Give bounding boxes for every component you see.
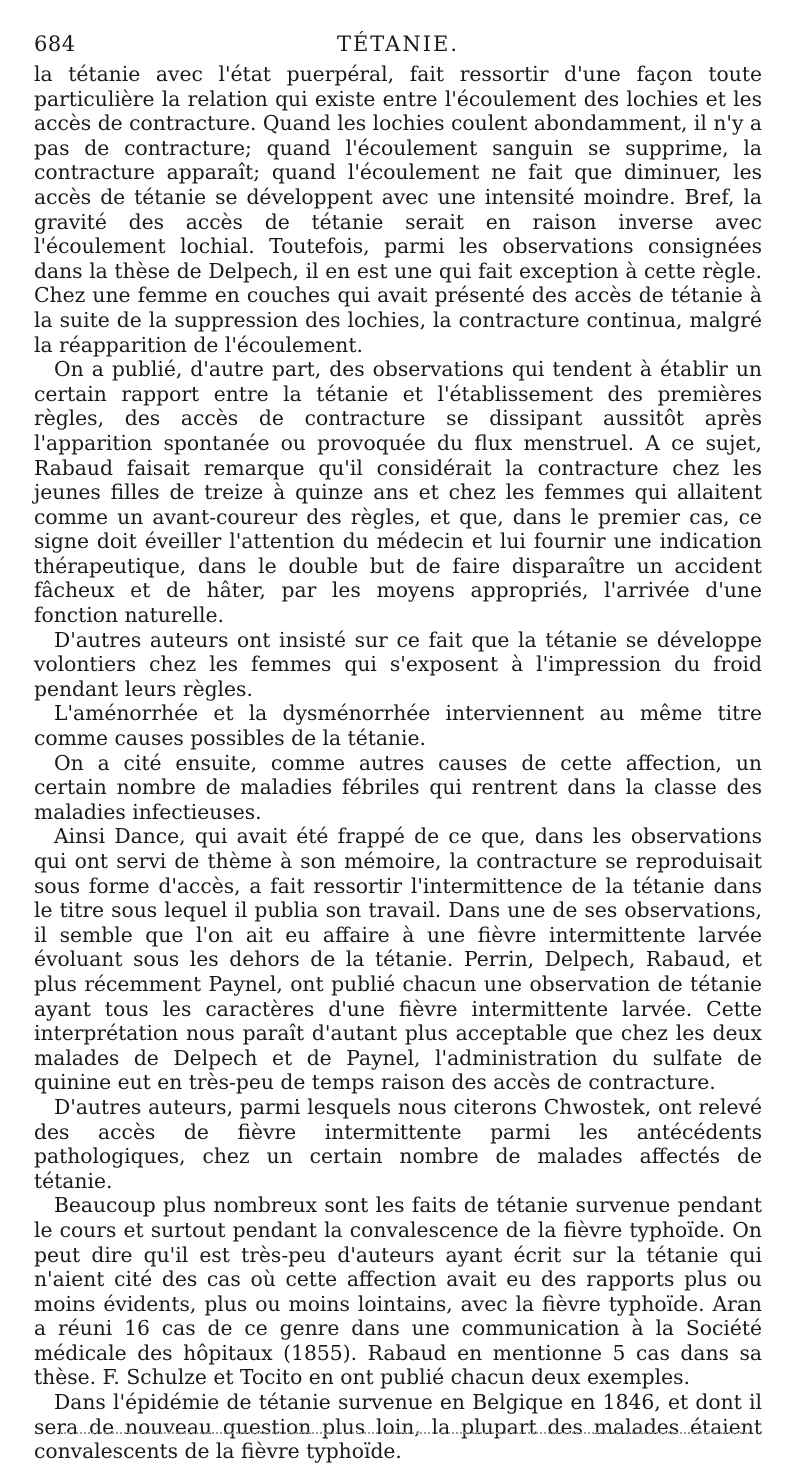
page-number: 684 xyxy=(34,32,76,56)
paragraph: Beaucoup plus nombreux sont les faits de tétanie survenue pendant le cours et surtout pendant la convalescence de la fièvre typhoïde. On peut dire qu'il est très-peu d'auteurs ayant écrit sur la tétanie qui n'aient cité des cas où cette affection avait eu des rapports plus ou moins évidents, plus ou moins lointains, avec la fièvre typhoïde. Aran a réuni 16 cas de ce genre dans une communication à la Société médicale des hôpitaux (1855). Rabaud en mentionne 5 cas dans sa thèse. F. Schulze et Tocito en ont publié chacun deux exemples. xyxy=(34,1193,762,1390)
body-text xyxy=(34,62,762,1464)
paragraph: Dans l'épidémie de tétanie survenue en Belgique en 1846, et dont il sera de nouveau question plus loin, la plupart des malades étaient convalescents de la fièvre typhoïde. xyxy=(34,1390,762,1464)
paragraph: L'aménorrhée et la dysménorrhée interviennent au même titre comme causes possibles de la tétanie. xyxy=(34,701,762,751)
page-header xyxy=(34,28,762,62)
paragraph: D'autres auteurs ont insisté sur ce fait que la tétanie se développe volontiers chez les femmes qui s'exposent à l'impression du froid pendant leurs règles. xyxy=(34,627,762,701)
paragraph: On a cité ensuite, comme autres causes de cette affection, un certain nombre de maladies fébriles qui rentrent dans la classe des maladies infectieuses. xyxy=(34,750,762,824)
paragraph: Ainsi Dance, qui avait été frappé de ce que, dans les observations qui ont servi de thème à son mémoire, la contracture se reproduisait sous forme d'accès, a fait ressortir l'intermittence de la tétanie dans le titre sous lequel il publia son travail. Dans une de ses observations, il semble que l'on ait eu affaire à une fièvre intermittente larvée évoluant sous les dehors de la tétanie. Perrin, Delpech, Rabaud, et plus récemment Paynel, ont publié chacun une observation de tétanie ayant tous les caractères d'une fièvre intermittente larvée. Cette interprétation nous paraît d'autant plus acceptable que chez les deux malades de Delpech et de Paynel, l'administration du sulfate de quinine eut en très-peu de temps raison des accès de contracture. xyxy=(34,824,762,1095)
paragraph: D'autres auteurs, parmi lesquels nous citerons Chwostek, ont relevé des accès de fièvre intermittente parmi les antécédents pathologiques, chez un certain nombre de malades affectés de tétanie. xyxy=(34,1094,762,1193)
footer-dotted-rule xyxy=(60,1432,750,1434)
paragraph: On a publié, d'autre part, des observations qui tendent à établir un certain rapport entre la tétanie et l'établissement des premières règles, des accès de contracture se dissipant aussitôt après l'apparition spontanée ou provoquée du flux menstruel. A ce sujet, Rabaud faisait remarque qu'il considérait la contracture chez les jeunes filles de treize à quinze ans et chez les femmes qui allaitent comme un avant-coureur des règles, et que, dans le premier cas, ce signe doit éveiller l'attention du médecin et lui fournir une indication thérapeutique, dans le double but de faire disparaître un accident fâcheux et de hâter, par les moyens appropriés, l'arrivée d'une fonction naturelle. xyxy=(34,357,762,628)
running-title: TÉTANIE. xyxy=(336,32,460,56)
paragraph-continuation: la tétanie avec l'état puerpéral, fait ressortir d'une façon toute particulière la relation qui existe entre l'écoulement des lochies et les accès de contracture. Quand les lochies coulent abondamment, il n'y a pas de contracture; quand l'écoulement sanguin se supprime, la contracture apparaît; quand l'écoulement ne fait que diminuer, les accès de tétanie se développent avec une intensité moindre. Bref, la gravité des accès de tétanie serait en raison inverse avec l'écoulement lochial. Toutefois, parmi les observations consignées dans la thèse de Delpech, il en est une qui fait exception à cette règle. Chez une femme en couches qui avait présenté des accès de tétanie à la suite de la suppression des lochies, la contracture continua, malgré la réapparition de l'écoulement. xyxy=(34,62,762,357)
